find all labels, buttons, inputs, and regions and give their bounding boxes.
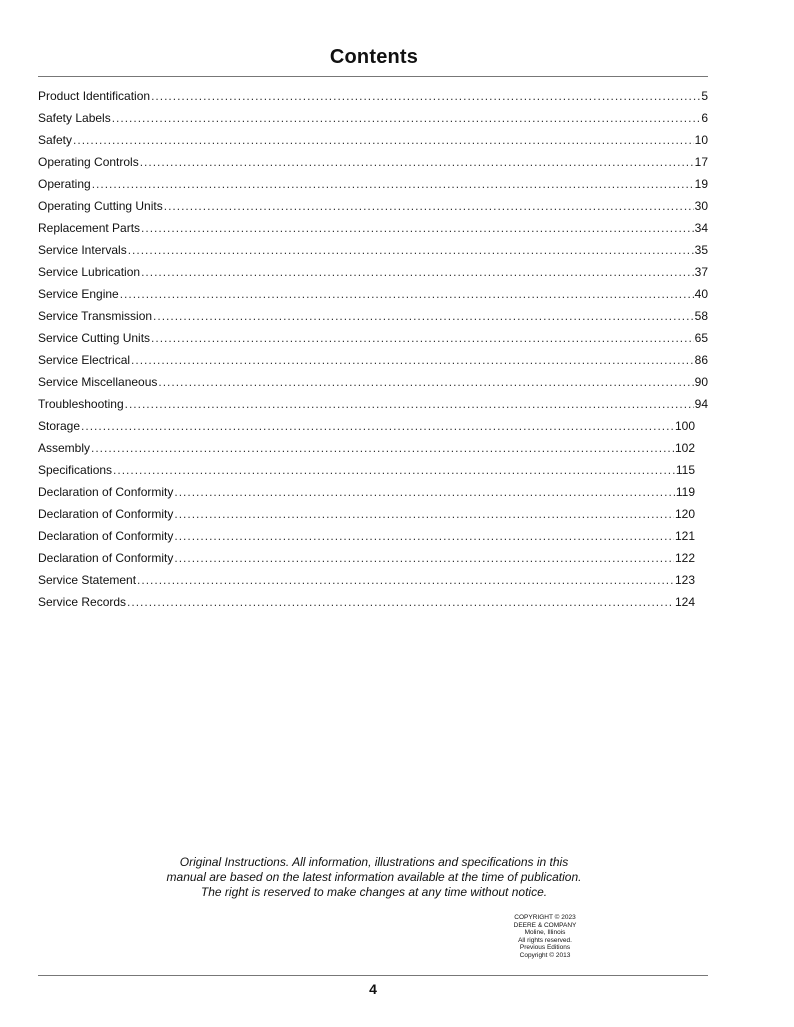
- copyright-line: All rights reserved.: [518, 936, 572, 944]
- toc-dot-leader: [158, 374, 693, 390]
- toc-entry-label: Service Records: [38, 595, 127, 609]
- toc-entry-label: Safety: [38, 133, 73, 147]
- toc-dot-leader: [127, 594, 674, 610]
- copyright-line: DEERE & COMPANY: [513, 921, 577, 929]
- toc-dot-leader: [112, 110, 701, 126]
- toc-entry-page: 40: [694, 287, 708, 301]
- toc-entry-label: Declaration of Conformity: [38, 529, 174, 543]
- toc-entry-label: Service Lubrication: [38, 265, 141, 279]
- toc-entry-page: 17: [694, 155, 708, 169]
- toc-entry-label: Troubleshooting: [38, 397, 124, 411]
- toc-dot-leader: [174, 550, 674, 566]
- toc-entry-page: 65: [694, 331, 708, 345]
- toc-entry-page: 122: [674, 551, 695, 565]
- toc-entry-label: Service Electrical: [38, 353, 131, 367]
- toc-entry-page: 35: [694, 243, 708, 257]
- toc-entry-page: 115: [675, 463, 695, 477]
- toc-dot-leader: [174, 506, 674, 522]
- toc-dot-leader: [92, 176, 694, 192]
- toc-dot-leader: [141, 220, 694, 236]
- copyright-line: Previous Editions: [519, 944, 571, 952]
- toc-dot-leader: [120, 286, 694, 302]
- toc-entry-label: Declaration of Conformity: [38, 551, 174, 565]
- toc-entry-page: 100: [674, 419, 695, 433]
- toc-dot-leader: [113, 462, 675, 478]
- toc-entry-page: 120: [674, 507, 695, 521]
- disclaimer-line: manual are based on the latest information available at the time of publication.: [166, 870, 582, 884]
- toc-entry[interactable]: [38, 594, 695, 616]
- disclaimer-line: Original Instructions. All information, illustrations and specifications in this: [179, 855, 569, 869]
- toc-entry-page: 58: [694, 309, 708, 323]
- toc-entry[interactable]: [38, 440, 695, 462]
- toc-entry-label: Product Identification: [38, 89, 151, 103]
- toc-entry-page: 119: [675, 485, 695, 499]
- toc-entry-label: Replacement Parts: [38, 221, 141, 235]
- copyright-line: Moline, Illinois: [524, 929, 566, 937]
- toc-entry[interactable]: [38, 550, 695, 572]
- toc-entry[interactable]: [38, 418, 695, 440]
- copyright-line: COPYRIGHT © 2023: [514, 914, 576, 921]
- toc-entry-page: 121: [674, 529, 695, 543]
- toc-entry-label: Operating Cutting Units: [38, 199, 163, 213]
- toc-dot-leader: [151, 330, 694, 346]
- toc-dot-leader: [91, 440, 674, 456]
- copyright-line: Copyright © 2013: [519, 951, 571, 959]
- toc-entry[interactable]: [38, 88, 708, 110]
- publication-disclaimer: [0, 855, 748, 900]
- toc-entry-label: Service Engine: [38, 287, 119, 301]
- footer-divider: [38, 975, 708, 976]
- toc-dot-leader: [174, 528, 674, 544]
- toc-entry-label: Operating Controls: [38, 155, 139, 169]
- toc-entry-page: 90: [694, 375, 708, 389]
- toc-entry[interactable]: [38, 132, 708, 154]
- toc-entry-label: Service Statement: [38, 573, 137, 587]
- toc-dot-leader: [151, 88, 700, 104]
- toc-entry-page: 124: [674, 595, 695, 609]
- toc-dot-leader: [164, 198, 694, 214]
- title-divider: [38, 76, 708, 77]
- toc-entry-label: Assembly: [38, 441, 91, 455]
- disclaimer-line: The right is reserved to make changes at any time without notice.: [200, 885, 548, 899]
- toc-dot-leader: [128, 242, 694, 258]
- toc-entry-label: Declaration of Conformity: [38, 507, 174, 521]
- toc-entry-page: 19: [694, 177, 708, 191]
- toc-entry-label: Service Miscellaneous: [38, 375, 158, 389]
- toc-entry-label: Safety Labels: [38, 111, 111, 125]
- toc-entry[interactable]: [38, 572, 695, 594]
- toc-entry[interactable]: [38, 242, 708, 264]
- toc-entry-label: Service Transmission: [38, 309, 153, 323]
- toc-entry-label: Storage: [38, 419, 81, 433]
- toc-entry[interactable]: [38, 308, 708, 330]
- toc-entry[interactable]: [38, 462, 695, 484]
- page-title: Contents: [329, 46, 419, 68]
- page-number: 4: [369, 981, 377, 997]
- toc-dot-leader: [153, 308, 694, 324]
- copyright-notice: [480, 914, 610, 960]
- toc-dot-leader: [137, 572, 674, 588]
- toc-dot-leader: [174, 484, 674, 500]
- toc-entry-label: Service Cutting Units: [38, 331, 151, 345]
- toc-dot-leader: [140, 154, 694, 170]
- toc-entry-page: 102: [674, 441, 695, 455]
- toc-entry[interactable]: [38, 264, 708, 286]
- toc-entry[interactable]: [38, 220, 708, 242]
- toc-entry[interactable]: [38, 176, 708, 198]
- toc-entry[interactable]: [38, 528, 695, 550]
- toc-entry[interactable]: [38, 506, 695, 528]
- toc-dot-leader: [131, 352, 694, 368]
- toc-dot-leader: [81, 418, 674, 434]
- table-of-contents: [38, 88, 708, 616]
- toc-dot-leader: [125, 396, 694, 412]
- toc-entry[interactable]: [38, 286, 708, 308]
- toc-entry-page: 94: [694, 397, 708, 411]
- toc-entry-page: 30: [694, 199, 708, 213]
- toc-entry[interactable]: [38, 374, 708, 396]
- toc-entry-page: 123: [674, 573, 695, 587]
- toc-entry-page: 10: [694, 133, 708, 147]
- toc-entry-page: 37: [694, 265, 708, 279]
- toc-entry[interactable]: [38, 484, 695, 506]
- toc-entry-page: 34: [694, 221, 708, 235]
- toc-dot-leader: [141, 264, 694, 280]
- toc-entry[interactable]: [38, 352, 708, 374]
- toc-entry-label: Declaration of Conformity: [38, 485, 174, 499]
- toc-entry-label: Specifications: [38, 463, 113, 477]
- toc-entry-label: Service Intervals: [38, 243, 127, 257]
- toc-entry-page: 5: [701, 89, 708, 103]
- toc-entry-label: Operating: [38, 177, 91, 191]
- toc-entry[interactable]: [38, 198, 708, 220]
- toc-entry[interactable]: [38, 330, 708, 352]
- toc-entry[interactable]: [38, 154, 708, 176]
- toc-entry-page: 6: [701, 111, 708, 125]
- toc-dot-leader: [73, 132, 694, 148]
- toc-entry[interactable]: [38, 110, 708, 132]
- toc-entry-page: 86: [694, 353, 708, 367]
- toc-entry[interactable]: [38, 396, 708, 418]
